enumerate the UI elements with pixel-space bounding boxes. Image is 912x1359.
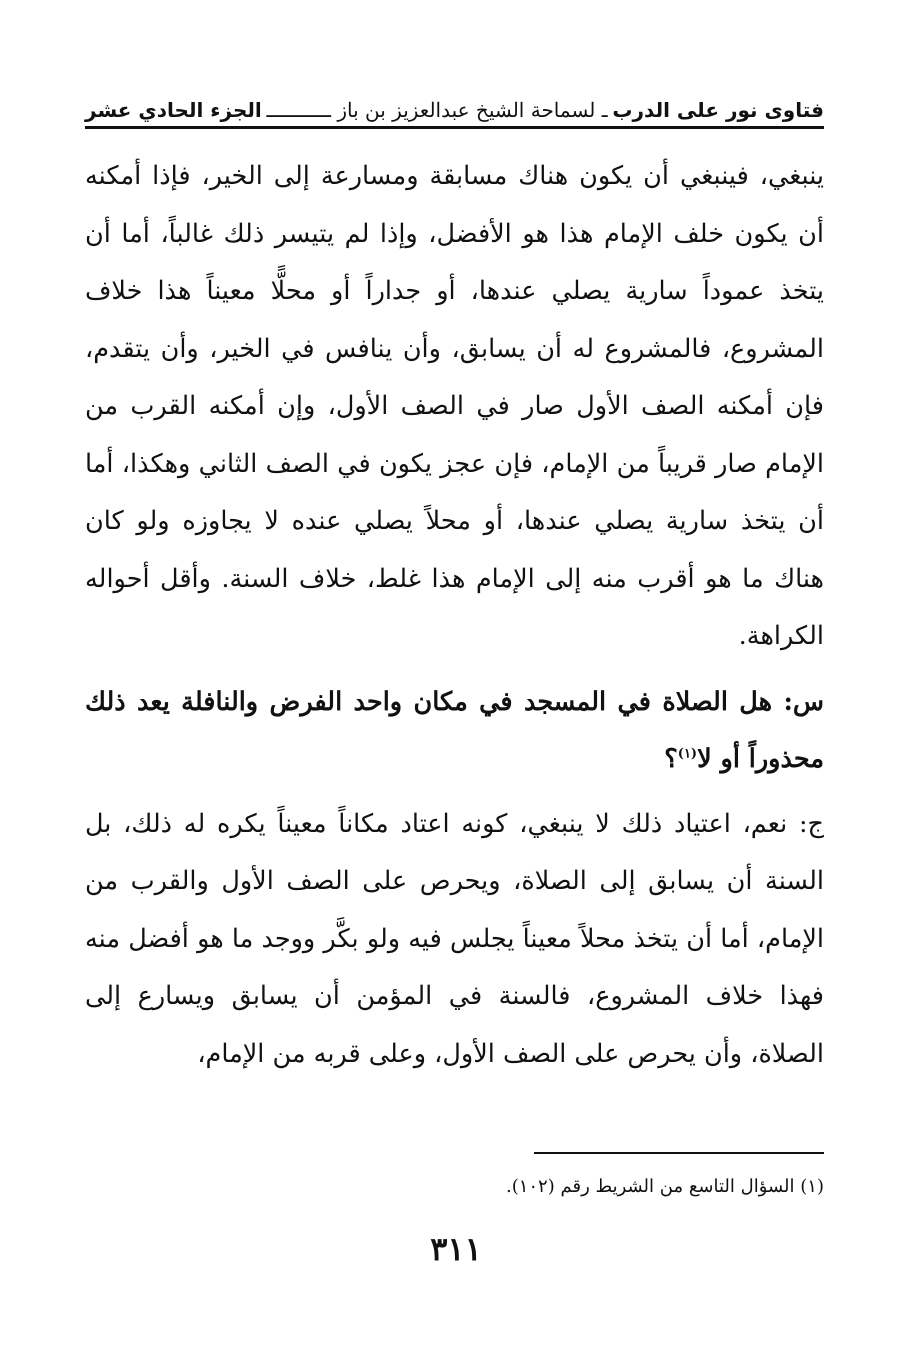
page-number: ٣١١ bbox=[430, 1230, 482, 1268]
answer-paragraph: ج: نعم، اعتياد ذلك لا ينبغي، كونه اعتاد مكاناً معيناً يكره له ذلك، بل السنة أن يسابق إلى الصلاة، ويحرص على الصف الأول والقرب من الإمام، أما أن يتخذ محلاً معيناً يجلس فيه ولو بكَّر ووجد ما هو أفضل منه فهذا خلاف المشروع، فالسنة في المؤمن أن يسابق ويسارع إلى الصلاة، وأن يحرص على الصف الأول، وعلى قربه من الإمام، bbox=[85, 808, 824, 1069]
running-header bbox=[85, 82, 824, 129]
question-text: س: هل الصلاة في المسجد في مكان واحد الفرض والنافلة يعد ذلك محذوراً أو لا bbox=[85, 686, 824, 774]
page-body bbox=[85, 148, 824, 1083]
book-title: فتاوى نور على الدرب bbox=[612, 98, 824, 122]
question-mark: ؟ bbox=[664, 743, 678, 774]
question-paragraph bbox=[85, 674, 824, 788]
volume-label: الجزء الحادي عشر bbox=[85, 98, 262, 122]
footnote: (١) السؤال التاسع من الشريط رقم (١٠٢). bbox=[505, 1176, 824, 1197]
paragraph-continuation: ينبغي، فينبغي أن يكون هناك مسابقة ومسارعة إلى الخير، فإذا أمكنه أن يكون خلف الإمام هذا هو الأفضل، وإذا لم يتيسر ذلك غالباً، أما أن يتخذ عموداً سارية يصلي عندها، أو جداراً أو محلًّا معيناً هذا خلاف المشروع، فالمشروع له أن يسابق، وأن ينافس في الخير، وأن يتقدم، فإن أمكنه الصف الأول صار في الصف الأول، وإن أمكنه القرب من الإمام صار قريباً من الإمام، فإن عجز يكون في الصف الثاني وهكذا، أما أن يتخذ سارية يصلي عندها، أو محلاً يصلي عنده لا يجاوزه ولو كان هناك ما هو أقرب منه إلى الإمام هذا غلط، خلاف السنة. وأقل أحواله الكراهة. bbox=[85, 161, 824, 651]
author-line: ـ لسماحة الشيخ عبدالعزيز بن باز ـــــــــــ bbox=[266, 98, 608, 122]
footnote-separator bbox=[534, 1152, 824, 1154]
footnote-ref: (١) bbox=[677, 746, 698, 761]
